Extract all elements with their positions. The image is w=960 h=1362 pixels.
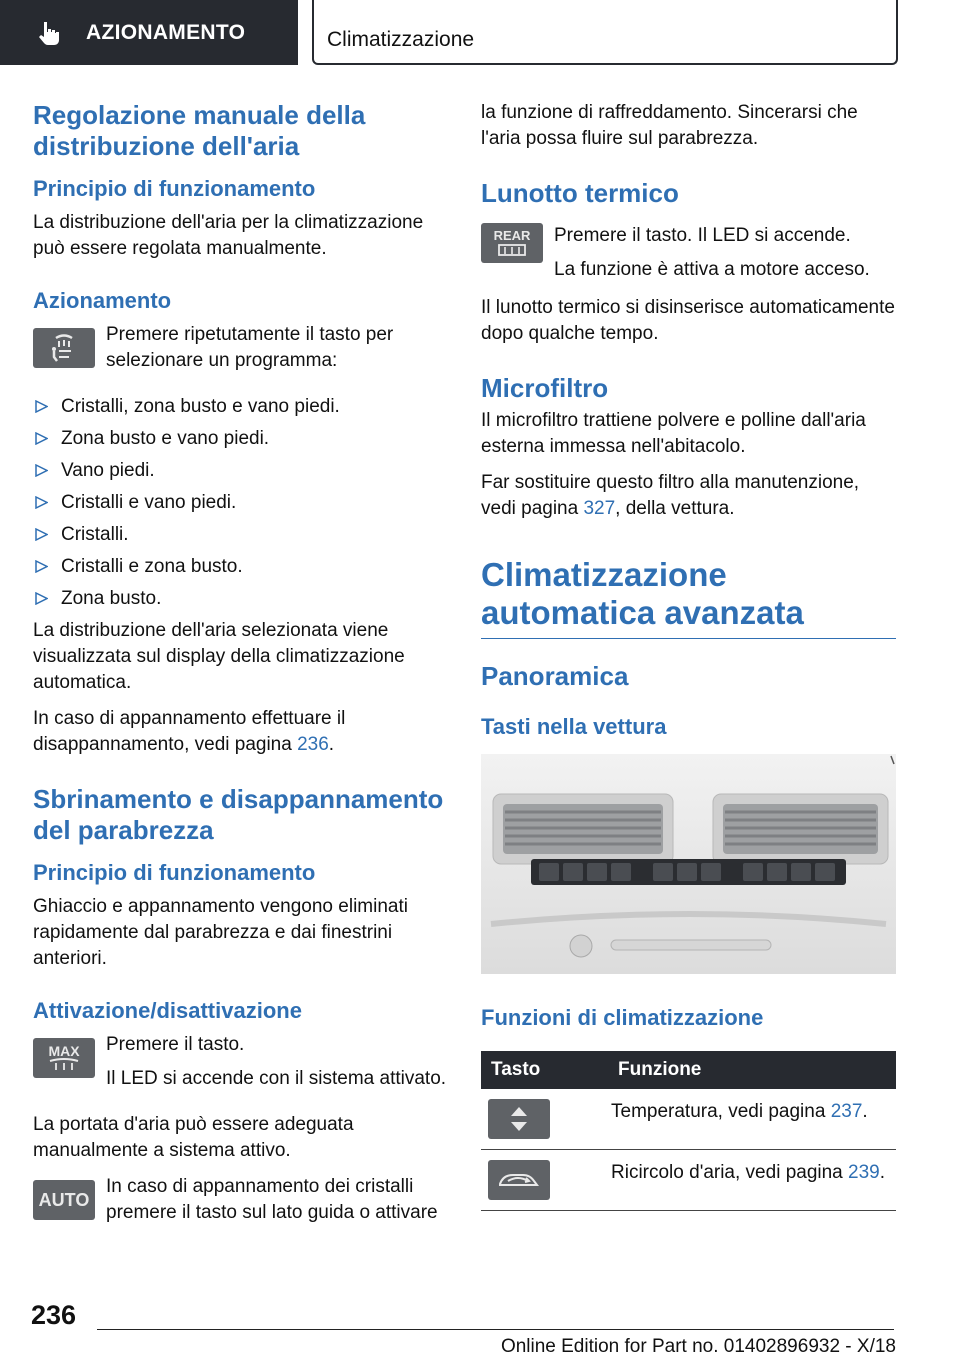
text-continued: la funzione di raffreddamento. Sincerarsi che l'aria possa fluire sul parabrezza. bbox=[481, 102, 858, 149]
text-principle-2: Ghiaccio e appannamento vengono eliminati rapidamente dal parabrezza e dai finestrini anteriori. bbox=[33, 896, 408, 969]
heading-buttons: Tasti nella vettura bbox=[481, 714, 667, 739]
page-link-239[interactable]: 239 bbox=[848, 1162, 880, 1183]
functions-table bbox=[481, 1051, 896, 1211]
section-tab bbox=[0, 0, 298, 65]
text-filter-1: Il microfiltro trattiene polvere e polline dall'aria esterna immessa nell'abitacolo. bbox=[481, 410, 866, 457]
climate-panel-photo bbox=[481, 754, 896, 974]
heading-operation: Azionamento bbox=[33, 288, 172, 313]
column-header-key: Tasto bbox=[481, 1051, 598, 1089]
pointing-hand-icon bbox=[38, 21, 60, 45]
text-operation: Premere ripetutamente il tasto per selezionare un programma: bbox=[106, 324, 394, 371]
text-rear-active: La funzione è attiva a motore acceso. bbox=[554, 259, 870, 280]
heading-microfilter: Microfiltro bbox=[481, 373, 609, 403]
function-text: Temperatura, vedi pagina 237. bbox=[598, 1089, 896, 1150]
page-number: 236 bbox=[31, 1300, 77, 1330]
page-link-327[interactable]: 327 bbox=[583, 498, 616, 519]
text-filter-2: Far sostituire questo filtro alla manutenzione, vedi pagina 327, della vettura. bbox=[481, 472, 860, 519]
page-link-237[interactable]: 237 bbox=[830, 1101, 863, 1122]
text-led: Il LED si accende con il sistema attivato. bbox=[106, 1068, 447, 1089]
auto-key-row bbox=[33, 1174, 448, 1234]
heading-rear-window: Lunotto termico bbox=[481, 178, 679, 208]
heading-climate-auto: Climatizzazione automatica avanzata bbox=[481, 556, 896, 639]
text-auto: In caso di appannamento dei cristalli premere il tasto sul lato guida o attivare bbox=[106, 1176, 438, 1223]
triangle-bullet-icon bbox=[35, 400, 48, 413]
heading-functions: Funzioni di climatizzazione bbox=[481, 1005, 764, 1030]
text-principle-1: La distribuzione dell'aria per la climatizzazione può essere regolata manualmente. bbox=[33, 212, 424, 259]
footer-divider bbox=[97, 1329, 894, 1330]
list-item: Zona busto e vano piedi. bbox=[33, 426, 448, 452]
list-item: Vano piedi. bbox=[33, 458, 448, 484]
chapter-header bbox=[312, 0, 898, 65]
temperature-arrows-icon bbox=[488, 1099, 550, 1139]
heading-manual-distribution: Regolazione manuale della distribuzione dell'aria bbox=[33, 100, 366, 161]
heading-principle-2: Principio di funzionamento bbox=[33, 860, 316, 885]
heading-defrost: Sbrinamento e disappannamento del parabrezza bbox=[33, 784, 444, 845]
list-item: Zona busto. bbox=[33, 586, 448, 612]
column-header-function: Funzione bbox=[598, 1051, 896, 1089]
air-recirculation-icon bbox=[488, 1160, 550, 1200]
table-header bbox=[481, 1051, 896, 1089]
max-key-row bbox=[33, 1032, 448, 1100]
text-display: La distribuzione dell'aria selezionata viene visualizzata sul display della climatizzazione automatica. bbox=[33, 620, 405, 693]
max-defrost-key-icon: MAX bbox=[33, 1038, 95, 1078]
triangle-bullet-icon bbox=[35, 496, 48, 509]
table-row bbox=[481, 1089, 896, 1150]
text-rear-press: Premere il tasto. Il LED si accende. bbox=[554, 225, 851, 246]
chapter-title: Climatizzazione bbox=[327, 28, 475, 51]
list-item: Cristalli, zona busto e vano piedi. bbox=[33, 394, 448, 420]
air-distribution-key-icon bbox=[33, 328, 95, 368]
program-list bbox=[33, 394, 448, 612]
triangle-bullet-icon bbox=[35, 592, 48, 605]
triangle-bullet-icon bbox=[35, 528, 48, 541]
section-title: AZIONAMENTO bbox=[86, 20, 246, 44]
heading-principle-1: Principio di funzionamento bbox=[33, 176, 316, 201]
triangle-bullet-icon bbox=[35, 464, 48, 477]
rear-defrost-key-icon: REAR bbox=[481, 223, 543, 263]
heading-overview: Panoramica bbox=[481, 661, 629, 691]
page-link-236[interactable]: 236 bbox=[297, 734, 329, 755]
table-row bbox=[481, 1150, 896, 1211]
function-text: Ricircolo d'aria, vedi pagina 239. bbox=[598, 1150, 896, 1211]
text-press: Premere il tasto. bbox=[106, 1034, 245, 1055]
footer-edition: Online Edition for Part no. 01402896932 - X/18 bbox=[500, 1336, 896, 1357]
list-item: Cristalli e zona busto. bbox=[33, 554, 448, 580]
right-column bbox=[481, 100, 896, 1211]
text-rear-off: Il lunotto termico si disinserisce automaticamente dopo qualche tempo. bbox=[481, 297, 895, 344]
heading-activation: Attivazione/disattivazione bbox=[33, 998, 302, 1023]
auto-key-icon: AUTO bbox=[33, 1180, 95, 1220]
text-fog: In caso di appannamento effettuare il disappannamento, vedi pagina 236. bbox=[33, 708, 346, 755]
list-item: Cristalli. bbox=[33, 522, 448, 548]
distribution-key-row bbox=[33, 322, 448, 382]
left-column bbox=[33, 100, 448, 1246]
rear-key-row bbox=[481, 223, 896, 291]
triangle-bullet-icon bbox=[35, 432, 48, 445]
triangle-bullet-icon bbox=[35, 560, 48, 573]
list-item: Cristalli e vano piedi. bbox=[33, 490, 448, 516]
text-airflow: La portata d'aria può essere adeguata manualmente a sistema attivo. bbox=[33, 1114, 354, 1161]
